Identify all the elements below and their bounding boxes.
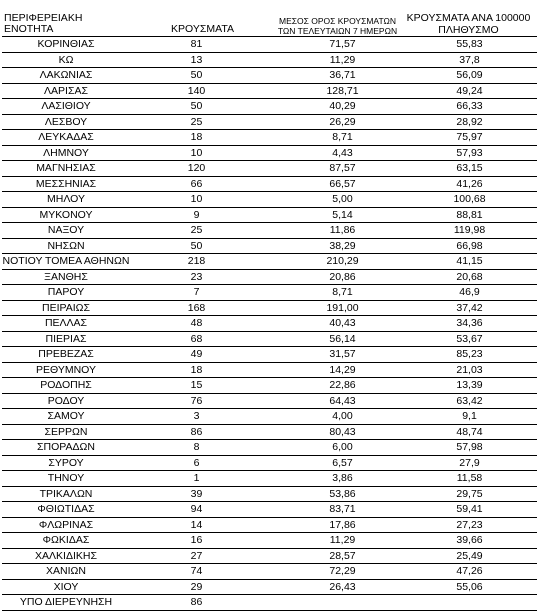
region-cell: ΛΑΣΙΘΙΟΥ	[2, 99, 130, 115]
cases-per-100k-cell: 11,58	[400, 471, 537, 487]
cases-per-100k-cell: 63,15	[400, 161, 537, 177]
cases-cell: 9	[130, 207, 275, 223]
cases-cell: 14	[130, 517, 275, 533]
header-row	[2, 12, 537, 37]
weekly-average-cell: 4,43	[275, 145, 400, 161]
region-cell: ΠΙΕΡΙΑΣ	[2, 331, 130, 347]
cases-cell: 81	[130, 37, 275, 53]
table-row	[2, 130, 537, 146]
weekly-average-cell: 36,71	[275, 68, 400, 84]
cases-cell: 86	[130, 424, 275, 440]
table-row	[2, 316, 537, 332]
cases-per-100k-cell: 56,09	[400, 68, 537, 84]
weekly-average-cell: 3,86	[275, 471, 400, 487]
cases-per-100k-cell: 55,83	[400, 37, 537, 53]
region-cell: ΤΗΝΟΥ	[2, 471, 130, 487]
region-cell: ΣΕΡΡΩΝ	[2, 424, 130, 440]
cases-cell: 50	[130, 238, 275, 254]
cases-per-100k-cell: 21,03	[400, 362, 537, 378]
cases-per-100k-cell: 27,23	[400, 517, 537, 533]
table-row	[2, 37, 537, 53]
weekly-average-cell: 4,00	[275, 409, 400, 425]
cases-table	[2, 12, 537, 611]
table-row	[2, 409, 537, 425]
cases-cell: 76	[130, 393, 275, 409]
header-weekly-average-line2: ΤΩΝ ΤΕΛΕΥΤΑΙΩΝ 7 ΗΜΕΡΩΝ	[277, 26, 398, 36]
table-row	[2, 486, 537, 502]
cases-cell: 7	[130, 285, 275, 301]
region-cell: ΦΩΚΙΔΑΣ	[2, 533, 130, 549]
cases-cell: 23	[130, 269, 275, 285]
table-row	[2, 564, 537, 580]
weekly-average-cell: 26,29	[275, 114, 400, 130]
table-row	[2, 517, 537, 533]
region-cell: ΞΑΝΘΗΣ	[2, 269, 130, 285]
cases-per-100k-cell: 49,24	[400, 83, 537, 99]
cases-cell: 39	[130, 486, 275, 502]
cases-per-100k-cell	[400, 595, 537, 611]
cases-cell: 18	[130, 362, 275, 378]
cases-per-100k-cell: 75,97	[400, 130, 537, 146]
weekly-average-cell: 191,00	[275, 300, 400, 316]
cases-per-100k-cell: 34,36	[400, 316, 537, 332]
region-cell: ΠΕΙΡΑΙΩΣ	[2, 300, 130, 316]
region-cell: ΝΗΣΩΝ	[2, 238, 130, 254]
table-row	[2, 300, 537, 316]
cases-per-100k-cell: 66,33	[400, 99, 537, 115]
table-row	[2, 68, 537, 84]
region-cell: ΠΕΛΛΑΣ	[2, 316, 130, 332]
cases-cell: 16	[130, 533, 275, 549]
table-row	[2, 579, 537, 595]
cases-cell: 48	[130, 316, 275, 332]
weekly-average-cell: 11,29	[275, 533, 400, 549]
cases-per-100k-cell: 41,15	[400, 254, 537, 270]
weekly-average-cell: 20,86	[275, 269, 400, 285]
cases-cell: 29	[130, 579, 275, 595]
region-cell: ΦΛΩΡΙΝΑΣ	[2, 517, 130, 533]
cases-cell: 49	[130, 347, 275, 363]
weekly-average-cell: 56,14	[275, 331, 400, 347]
table-row	[2, 393, 537, 409]
cases-cell: 15	[130, 378, 275, 394]
weekly-average-cell: 128,71	[275, 83, 400, 99]
region-cell: ΝΑΞΟΥ	[2, 223, 130, 239]
cases-cell: 86	[130, 595, 275, 611]
weekly-average-cell: 11,29	[275, 52, 400, 68]
cases-per-100k-cell: 37,8	[400, 52, 537, 68]
weekly-average-cell: 38,29	[275, 238, 400, 254]
cases-cell: 66	[130, 176, 275, 192]
table-row	[2, 347, 537, 363]
cases-cell: 74	[130, 564, 275, 580]
cases-cell: 10	[130, 192, 275, 208]
table-row	[2, 238, 537, 254]
weekly-average-cell: 17,86	[275, 517, 400, 533]
region-cell: ΠΡΕΒΕΖΑΣ	[2, 347, 130, 363]
table-row	[2, 52, 537, 68]
region-cell: ΧΙΟΥ	[2, 579, 130, 595]
cases-per-100k-cell: 119,98	[400, 223, 537, 239]
cases-cell: 50	[130, 68, 275, 84]
weekly-average-cell: 66,57	[275, 176, 400, 192]
table-row	[2, 502, 537, 518]
table-row	[2, 424, 537, 440]
cases-cell: 140	[130, 83, 275, 99]
cases-cell: 120	[130, 161, 275, 177]
weekly-average-cell: 64,43	[275, 393, 400, 409]
weekly-average-cell: 8,71	[275, 285, 400, 301]
cases-per-100k-cell: 63,42	[400, 393, 537, 409]
region-cell: ΧΑΝΙΩΝ	[2, 564, 130, 580]
weekly-average-cell: 28,57	[275, 548, 400, 564]
region-cell: ΣΥΡΟΥ	[2, 455, 130, 471]
region-cell: ΡΕΘΥΜΝΟΥ	[2, 362, 130, 378]
weekly-average-cell: 80,43	[275, 424, 400, 440]
cases-cell: 68	[130, 331, 275, 347]
cases-per-100k-cell: 88,81	[400, 207, 537, 223]
table-row	[2, 145, 537, 161]
weekly-average-cell: 87,57	[275, 161, 400, 177]
cases-per-100k-cell: 28,92	[400, 114, 537, 130]
cases-cell: 1	[130, 471, 275, 487]
weekly-average-cell: 8,71	[275, 130, 400, 146]
region-cell: ΛΕΣΒΟΥ	[2, 114, 130, 130]
region-cell: ΛΑΚΩΝΙΑΣ	[2, 68, 130, 84]
cases-cell: 8	[130, 440, 275, 456]
weekly-average-cell: 26,43	[275, 579, 400, 595]
weekly-average-cell: 22,86	[275, 378, 400, 394]
weekly-average-cell: 5,00	[275, 192, 400, 208]
cases-cell: 94	[130, 502, 275, 518]
weekly-average-cell: 72,29	[275, 564, 400, 580]
region-cell: ΠΑΡΟΥ	[2, 285, 130, 301]
header-weekly-average-line1: ΜΕΣΟΣ ΟΡΟΣ ΚΡΟΥΣΜΑΤΩΝ	[279, 16, 396, 26]
region-cell: ΣΑΜΟΥ	[2, 409, 130, 425]
region-cell: ΡΟΔΟΠΗΣ	[2, 378, 130, 394]
table-row	[2, 440, 537, 456]
cases-cell: 50	[130, 99, 275, 115]
region-cell: ΜΥΚΟΝΟΥ	[2, 207, 130, 223]
weekly-average-cell: 40,43	[275, 316, 400, 332]
table-header	[2, 12, 537, 37]
region-cell: ΜΑΓΝΗΣΙΑΣ	[2, 161, 130, 177]
cases-per-100k-cell: 37,42	[400, 300, 537, 316]
cases-per-100k-cell: 46,9	[400, 285, 537, 301]
region-cell: ΣΠΟΡΑΔΩΝ	[2, 440, 130, 456]
weekly-average-cell: 40,29	[275, 99, 400, 115]
cases-per-100k-cell: 47,26	[400, 564, 537, 580]
region-cell: ΜΗΛΟΥ	[2, 192, 130, 208]
weekly-average-cell: 5,14	[275, 207, 400, 223]
cases-cell: 168	[130, 300, 275, 316]
cases-per-100k-cell: 66,98	[400, 238, 537, 254]
weekly-average-cell: 6,57	[275, 455, 400, 471]
cases-per-100k-cell: 39,66	[400, 533, 537, 549]
table-row	[2, 161, 537, 177]
region-cell: ΡΟΔΟΥ	[2, 393, 130, 409]
table-row	[2, 331, 537, 347]
header-cases-per-100k	[400, 12, 537, 37]
weekly-average-cell: 14,29	[275, 362, 400, 378]
cases-per-100k-cell: 48,74	[400, 424, 537, 440]
region-cell: ΚΩ	[2, 52, 130, 68]
table-row	[2, 269, 537, 285]
cases-per-100k-cell: 53,67	[400, 331, 537, 347]
cases-per-100k-cell: 25,49	[400, 548, 537, 564]
table-row	[2, 176, 537, 192]
weekly-average-cell: 53,86	[275, 486, 400, 502]
region-cell: ΜΕΣΣΗΝΙΑΣ	[2, 176, 130, 192]
table-row	[2, 471, 537, 487]
cases-per-100k-cell: 59,41	[400, 502, 537, 518]
cases-per-100k-cell: 27,9	[400, 455, 537, 471]
cases-per-100k-cell: 55,06	[400, 579, 537, 595]
table-row	[2, 362, 537, 378]
table-row	[2, 223, 537, 239]
table-row	[2, 83, 537, 99]
weekly-average-cell: 83,71	[275, 502, 400, 518]
region-cell: ΥΠΟ ΔΙΕΡΕΥΝΗΣΗ	[2, 595, 130, 611]
cases-cell: 18	[130, 130, 275, 146]
table-row	[2, 548, 537, 564]
header-cases: ΚΡΟΥΣΜΑΤΑ	[130, 12, 275, 37]
weekly-average-cell: 31,57	[275, 347, 400, 363]
region-cell: ΛΕΥΚΑΔΑΣ	[2, 130, 130, 146]
header-region: ΠΕΡΙΦΕΡΕΙΑΚΗ ΕΝΟΤΗΤΑ	[2, 12, 130, 37]
table-row	[2, 207, 537, 223]
cases-cell: 3	[130, 409, 275, 425]
weekly-average-cell	[275, 595, 400, 611]
region-cell: ΤΡΙΚΑΛΩΝ	[2, 486, 130, 502]
header-cases-per-100k-line1: ΚΡΟΥΣΜΑΤΑ ΑΝΑ 100000	[406, 12, 531, 24]
cases-cell: 6	[130, 455, 275, 471]
header-cases-per-100k-line2: ΠΛΗΘΥΣΜΟ	[438, 24, 499, 36]
table-row	[2, 114, 537, 130]
table-row	[2, 378, 537, 394]
table-row	[2, 595, 537, 611]
cases-per-100k-cell: 57,98	[400, 440, 537, 456]
table-row	[2, 99, 537, 115]
cases-per-100k-cell: 57,93	[400, 145, 537, 161]
table-row	[2, 285, 537, 301]
table-row	[2, 455, 537, 471]
weekly-average-cell: 6,00	[275, 440, 400, 456]
cases-cell: 27	[130, 548, 275, 564]
cases-cell: 218	[130, 254, 275, 270]
region-cell: ΝΟΤΙΟΥ ΤΟΜΕΑ ΑΘΗΝΩΝ	[2, 255, 130, 268]
region-cell: ΧΑΛΚΙΔΙΚΗΣ	[2, 548, 130, 564]
cases-per-100k-cell: 13,39	[400, 378, 537, 394]
cases-per-100k-cell: 41,26	[400, 176, 537, 192]
weekly-average-cell: 71,57	[275, 37, 400, 53]
cases-cell: 13	[130, 52, 275, 68]
header-weekly-average	[275, 12, 400, 37]
region-cell: ΛΗΜΝΟΥ	[2, 145, 130, 161]
table-row	[2, 254, 537, 270]
table-body	[2, 37, 537, 611]
weekly-average-cell: 11,86	[275, 223, 400, 239]
region-cell: ΛΑΡΙΣΑΣ	[2, 83, 130, 99]
cases-cell: 25	[130, 114, 275, 130]
region-cell: ΚΟΡΙΝΘΙΑΣ	[2, 37, 130, 53]
cases-per-100k-cell: 29,75	[400, 486, 537, 502]
region-cell: ΦΘΙΩΤΙΔΑΣ	[2, 502, 130, 518]
cases-cell: 10	[130, 145, 275, 161]
cases-per-100k-cell: 20,68	[400, 269, 537, 285]
cases-per-100k-cell: 100,68	[400, 192, 537, 208]
cases-per-100k-cell: 9,1	[400, 409, 537, 425]
weekly-average-cell: 210,29	[275, 254, 400, 270]
table-row	[2, 533, 537, 549]
table-row	[2, 192, 537, 208]
cases-cell: 25	[130, 223, 275, 239]
cases-per-100k-cell: 85,23	[400, 347, 537, 363]
